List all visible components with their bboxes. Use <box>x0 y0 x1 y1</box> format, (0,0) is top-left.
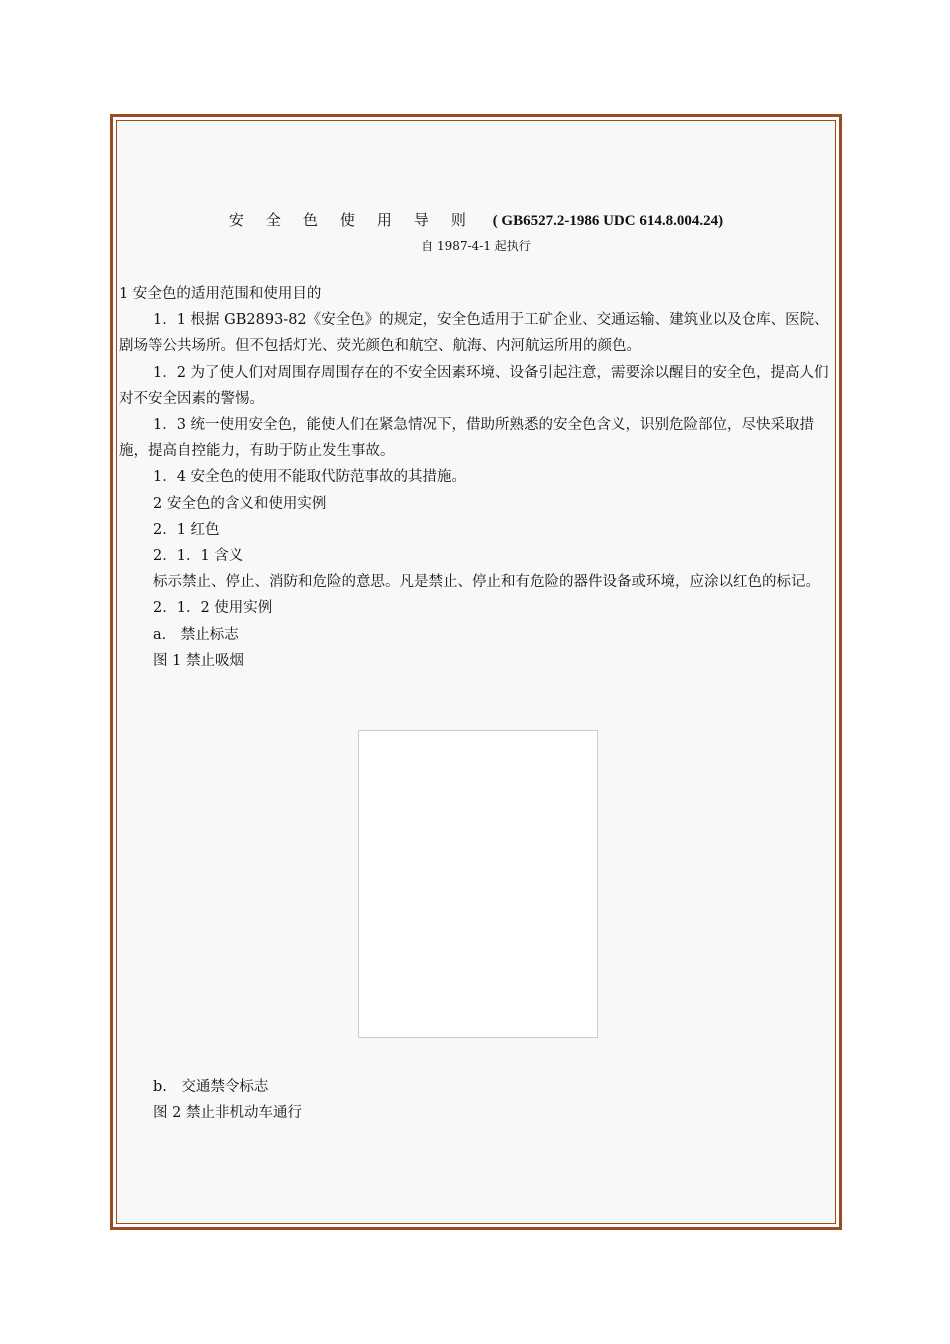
paragraph: 1．1 根据 GB2893-82《安全色》的规定，安全色适用于工矿企业、交通运输、建筑业以及仓库、医院、剧场等公共场所。但不包括灯光、荧光颜色和航空、航海、内河航运所用的颜色。 <box>119 312 829 355</box>
paragraph: 1．2 为了使人们对周围存周围存在的不安全因素环境、设备引起注意，需要涂以醒目的安全色，提高人们对不安全因素的警惕。 <box>119 364 829 407</box>
document-title <box>117 209 835 230</box>
list-item: a. 禁止标志 <box>153 626 239 643</box>
document-panel <box>116 120 836 1224</box>
title-standard-code: ( GB6527.2-1986 UDC 614.8.004.24) <box>492 213 724 229</box>
paragraph: 1．4 安全色的使用不能取代防范事故的其措施。 <box>153 469 467 486</box>
document-body-lower <box>153 1074 302 1126</box>
subsection-heading: 2．1 红色 <box>153 521 220 538</box>
effective-date: 自 1987-4-1 起执行 <box>421 239 531 253</box>
paragraph: 标示禁止、停止、消防和危险的意思。凡是禁止、停止和有危险的器件设备或环境，应涂以红色的标记。 <box>153 574 820 591</box>
title-chinese: 安全色使用导则 <box>228 211 488 229</box>
paragraph: 1．3 统一使用安全色，能使人们在紧急情况下，借助所熟悉的安全色含义，识别危险部位，尽快采取措施，提高自控能力，有助于防止发生事故。 <box>119 417 815 460</box>
section-heading: 1 安全色的适用范围和使用目的 <box>119 286 322 302</box>
subsection-heading: 2．1．1 含义 <box>153 548 244 565</box>
subsection-heading: 2．1．2 使用实例 <box>153 600 273 617</box>
document-body <box>119 281 831 674</box>
figure-caption: 图 2 禁止非机动车通行 <box>153 1105 302 1122</box>
figure-image-placeholder <box>358 730 598 1038</box>
document-frame <box>110 114 842 1230</box>
figure-caption: 图 1 禁止吸烟 <box>153 652 244 669</box>
list-item: b. 交通禁令标志 <box>153 1079 269 1095</box>
section-heading: 2 安全色的含义和使用实例 <box>153 495 327 512</box>
